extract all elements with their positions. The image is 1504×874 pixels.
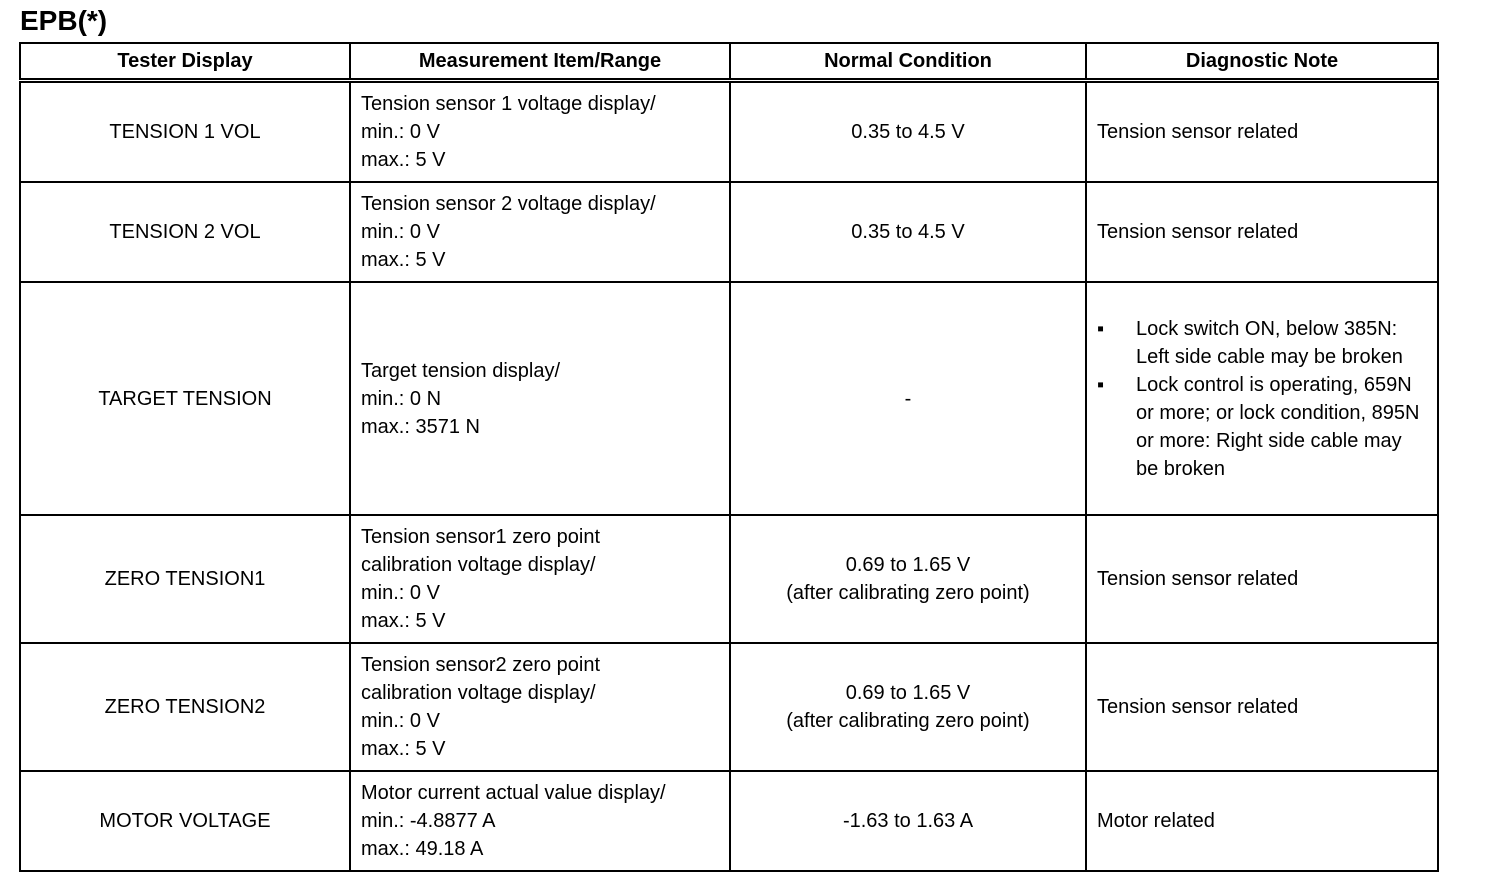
range-line: Tension sensor 1 voltage display/ bbox=[361, 93, 656, 115]
note-bullet-list bbox=[1097, 315, 1427, 483]
normal-line: (after calibrating zero point) bbox=[786, 710, 1030, 732]
note-bullet-text: Lock switch ON, below 385N: Left side cable may be broken bbox=[1136, 317, 1403, 368]
header-tester-display: Tester Display bbox=[20, 43, 350, 81]
range-line: Tension sensor2 zero point bbox=[361, 654, 601, 676]
range-line: min.: 0 V bbox=[361, 121, 440, 143]
normal-condition-cell bbox=[730, 81, 1086, 183]
range-line: max.: 3571 N bbox=[361, 415, 480, 438]
header-diagnostic-note: Diagnostic Note bbox=[1086, 43, 1438, 81]
note-bullet-item bbox=[1097, 371, 1427, 483]
table-row bbox=[20, 182, 1438, 282]
normal-line: - bbox=[904, 387, 912, 410]
range-line: Target tension display/ bbox=[361, 359, 561, 382]
range-line: max.: 5 V bbox=[361, 738, 446, 760]
normal-condition-cell bbox=[730, 643, 1086, 771]
range-line: calibration voltage display/ bbox=[361, 554, 596, 576]
table-header-row bbox=[20, 43, 1438, 81]
range-line: min.: 0 V bbox=[361, 710, 440, 732]
diagnostic-note-cell: Tension sensor related bbox=[1086, 81, 1438, 183]
tester-display-cell: TENSION 2 VOL bbox=[20, 182, 350, 282]
normal-line: (after calibrating zero point) bbox=[786, 582, 1030, 604]
table-row bbox=[20, 81, 1438, 183]
bullet-icon: ▪ bbox=[1097, 373, 1105, 396]
table-row bbox=[20, 282, 1438, 515]
note-bullet-item bbox=[1097, 315, 1427, 371]
header-measurement-range: Measurement Item/Range bbox=[350, 43, 730, 81]
diagnostic-note-cell: Motor related bbox=[1086, 771, 1438, 871]
measurement-range-cell bbox=[350, 282, 730, 515]
normal-condition-cell bbox=[730, 515, 1086, 643]
diagnostic-note-cell: Tension sensor related bbox=[1086, 643, 1438, 771]
tester-display-cell: ZERO TENSION2 bbox=[20, 643, 350, 771]
page-title: EPB(*) bbox=[20, 5, 108, 36]
range-line: max.: 5 V bbox=[361, 249, 446, 271]
range-line: Tension sensor1 zero point bbox=[361, 526, 601, 548]
normal-line: 0.35 to 4.5 V bbox=[851, 121, 965, 143]
note-bullet-text: Lock control is operating, 659N or more; or lock condition, 895N or more: Right side cable may be broken bbox=[1136, 373, 1420, 480]
bullet-icon: ▪ bbox=[1097, 317, 1105, 340]
range-line: min.: 0 V bbox=[361, 582, 440, 604]
tester-display-cell: MOTOR VOLTAGE bbox=[20, 771, 350, 871]
normal-condition-cell bbox=[730, 282, 1086, 515]
table-row bbox=[20, 643, 1438, 771]
normal-line: -1.63 to 1.63 A bbox=[842, 810, 974, 832]
normal-condition-cell bbox=[730, 182, 1086, 282]
diagnostic-note-cell: Tension sensor related bbox=[1086, 515, 1438, 643]
normal-line: 0.69 to 1.65 V bbox=[845, 682, 971, 704]
normal-line: 0.69 to 1.65 V bbox=[845, 554, 971, 576]
data-monitor-table bbox=[19, 42, 1439, 872]
normal-line: 0.35 to 4.5 V bbox=[851, 221, 965, 243]
range-line: Tension sensor 2 voltage display/ bbox=[361, 193, 656, 215]
measurement-range-cell bbox=[350, 81, 730, 183]
range-line: min.: 0 V bbox=[361, 221, 440, 243]
range-line: min.: -4.8877 A bbox=[361, 810, 496, 832]
measurement-range-cell bbox=[350, 515, 730, 643]
table-row bbox=[20, 771, 1438, 871]
range-line: min.: 0 N bbox=[361, 387, 442, 410]
range-line: max.: 49.18 A bbox=[361, 838, 484, 860]
table-row bbox=[20, 515, 1438, 643]
range-line: calibration voltage display/ bbox=[361, 682, 596, 704]
tester-display-cell: TENSION 1 VOL bbox=[20, 81, 350, 183]
diagnostic-note-cell: Tension sensor related bbox=[1086, 182, 1438, 282]
normal-condition-cell bbox=[730, 771, 1086, 871]
measurement-range-cell bbox=[350, 643, 730, 771]
diagnostic-note-cell bbox=[1086, 282, 1438, 515]
measurement-range-cell bbox=[350, 771, 730, 871]
tester-display-cell: ZERO TENSION1 bbox=[20, 515, 350, 643]
tester-display-cell: TARGET TENSION bbox=[20, 282, 350, 515]
range-line: Motor current actual value display/ bbox=[361, 782, 666, 804]
measurement-range-cell bbox=[350, 182, 730, 282]
range-line: max.: 5 V bbox=[361, 149, 446, 171]
header-normal-condition: Normal Condition bbox=[730, 43, 1086, 81]
range-line: max.: 5 V bbox=[361, 610, 446, 632]
